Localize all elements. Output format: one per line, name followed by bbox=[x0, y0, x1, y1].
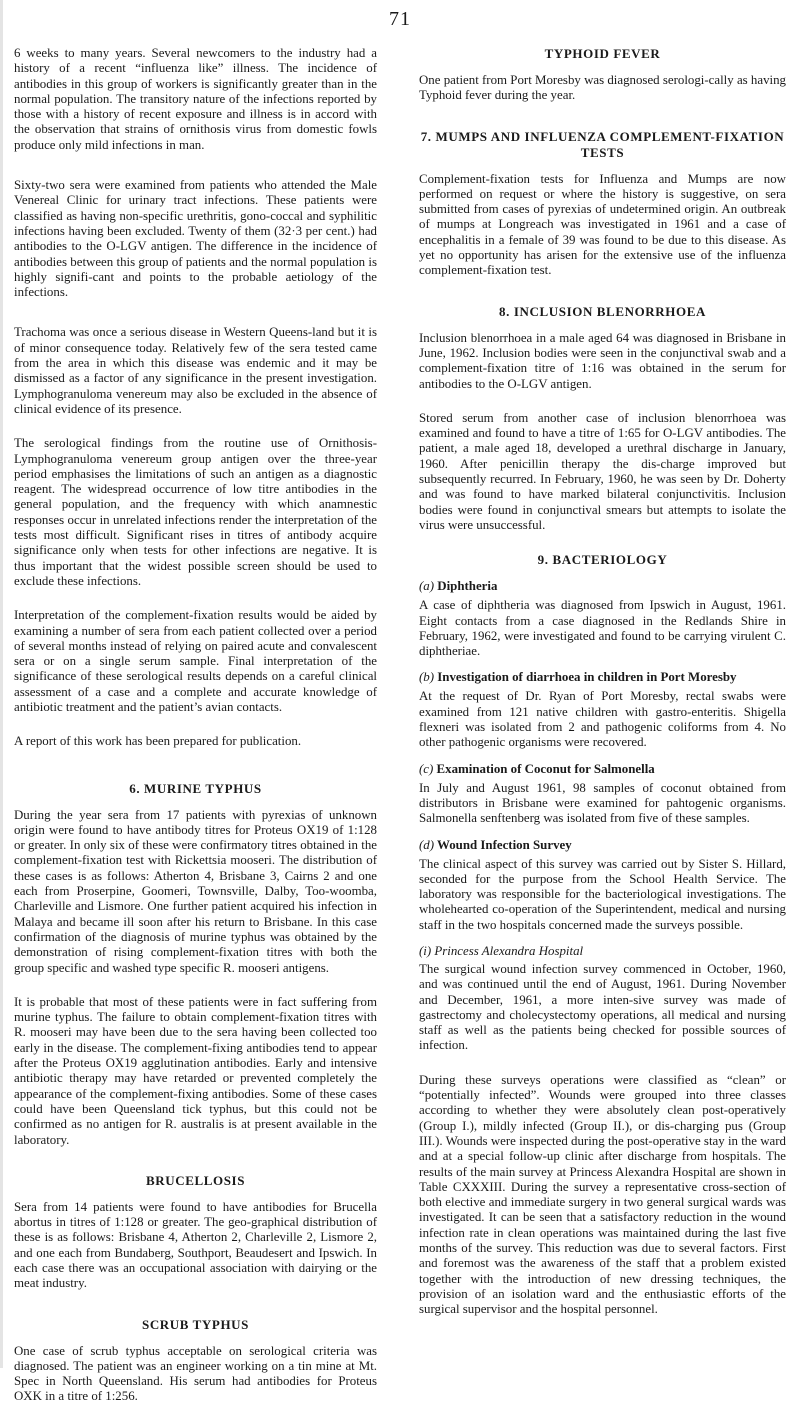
paragraph: One patient from Port Moresby was diagnosed serologi-cally as having Typhoid fever during the year. bbox=[419, 73, 786, 103]
paragraph: Interpretation of the complement-fixation results would be aided by examining a number of sera from each patient collected over a period of several months instead of relying on paired acute and convalescent sera or on a single serum sample. Final interpretation of the significance of these serological results depends on a careful clinical assessment of a case and a complete and accurate knowledge of antibiotic treatment and the patient’s avian contacts. bbox=[14, 608, 377, 714]
paragraph: The clinical aspect of this survey was carried out by Sister S. Hillard, seconded for the purpose from the School Health Service. The laboratory was responsible for the bacteriological investigations. The wholehearted co-operation of the Superintendent, medical and nursing staff in the two hospitals concerned made the surveys possible. bbox=[419, 856, 786, 932]
section-heading-brucellosis: BRUCELLOSIS bbox=[145, 1172, 246, 1188]
paragraph: During these surveys operations were classified as “clean” or “potentially infected”. Wounds were grouped into three classes according to whether they were absolutely clean post-operatively (Group I.), mildly infected (Group II.), or dis-charging pus (Group III.). Wounds were inspected during the post-operative stay in the ward and at a special follow-up clinic after discharge from hospitals. The results of the main survey at Princess Alexandra Hospital are shown in Table CXXXIII. During the survey a representative cross-section of both elective and immediate surgery in two general surgical wards was investigated. It can be seen that a satisfactory reduction in the wound infection rate in clean operations was maintained during the last five months of the survey. This reduction was due to several factors. First and foremost was the awareness of the staff that a problem existed together with the introduction of new dressing techniques, the provision of an isolation ward and the enthusiastic efforts of the surgical supervisor and the hospital personnel. bbox=[419, 1072, 786, 1317]
subheading-wound-infection bbox=[419, 838, 786, 853]
subheading-label: (a) bbox=[419, 579, 435, 594]
paragraph: The serological findings from the routine use of Ornithosis-Lymphogranuloma venereum group antigen over the three-year period emphasises the limitations of such an antigen as a diagnostic reagent. The widespread occurrence of low titre antibodies in the general population, and the frequency with which anamnestic responses occur in unrelated infections render the interpretation of the tests most difficult. Significant rises in titres of antibody acquire significance only when tests for other infections are negative. It is thus important that the widest possible screen should be used to exclude these infections. bbox=[14, 436, 377, 588]
section-heading-murine-typhus: 6. MURINE TYPHUS bbox=[129, 780, 262, 796]
subheading-label: (b) bbox=[419, 670, 435, 685]
paragraph: In July and August 1961, 98 samples of coconut obtained from distributors in Brisbane were examined for pahtogenic organisms. Salmonella senftenberg was isolated from five of these samples. bbox=[419, 780, 786, 826]
paragraph: Trachoma was once a serious disease in Western Queens-land but it is of minor consequence today. Relatively few of the sera tested came from the area in which this disease was endemic and it may be dismissed as a factor of any significance in the present investigation. Lymphogranuloma venereum may also be excluded in the absence of clinical evidence of its presence. bbox=[14, 325, 377, 416]
page-edge-shadow bbox=[0, 0, 3, 1368]
paragraph: It is probable that most of these patients were in fact suffering from murine typhus. The failure to obtain complement-fixation titres with R. mooseri may have been due to the sera having been collected too early in the disease. The complement-fixing antibodies tend to appear after the Proteus OX19 agglutination antibodies. Early and intensive antibiotic therapy may have retarded or prevented completely the appearance of the complement-fixing antibodies. Some of these cases could have been Queensland tick typhus, but this could not be confirmed as no antigen for R. australis is at present available in the laboratory. bbox=[14, 994, 377, 1147]
paragraph: 6 weeks to many years. Several newcomers to the industry had a history of a recent “influenza like” illness. The incidence of antibodies in this group of workers is significantly greater than in the normal population. The transitory nature of the infections reported by those with a history of recent exposure and illness is in accord with the observation that strains of ornithosis virus from domestic fowls produce only mild infections in man. bbox=[14, 46, 377, 152]
right-column bbox=[419, 46, 786, 1329]
paragraph: During the year sera from 17 patients with pyrexias of unknown origin were found to have antibody titres for Proteus OX19 of 1:128 or greater. In only six of these were confirmatory titres obtained in the complement-fixation test with Rickettsia mooseri. The distribution of these cases is as follows: Atherton 4, Brisbane 3, Cairns 2 and one each from Proserpine, Goomeri, Townsville, Dalby, Too-woomba, Charleville and Lismore. One further patient acquired his infection in Malaya and became ill soon after his return to Brisbane. In this case confirmation of the diagnosis of murine typhus was obtained by the demonstration of rising complement-fixation titres with both the group specific and washed type specific R. mooseri antigens. bbox=[14, 807, 377, 975]
paragraph: One case of scrub typhus acceptable on serological criteria was diagnosed. The patient was an engineer working on a tin mine at Mt. Spec in North Queensland. His serum had antibodies for Proteus OXK in a titre of 1:256. bbox=[14, 1343, 377, 1404]
subheading-title: Diphtheria bbox=[437, 579, 498, 594]
section-heading-scrub-typhus: SCRUB TYPHUS bbox=[141, 1316, 249, 1332]
subheading-princess-alexandra: (i) Princess Alexandra Hospital bbox=[419, 943, 584, 958]
paragraph: Sera from 14 patients were found to have antibodies for Brucella abortus in titres of 1:128 or greater. The geo-graphical distribution of these is as follows: Brisbane 4, Atherton 2, Charleville 2, Lismore 2, and one each from Bundaberg, Southport, Beaudesert and Ipswich. In each case there was an occupational association with dairying or the meat industry. bbox=[14, 1199, 377, 1291]
paragraph: The surgical wound infection survey commenced in October, 1960, and was continued until the end of August, 1961. During November and December, 1961, a more inten-sive survey was made of gastrectomy and cholecystectomy operations, all medical and nursing staff as well as the patients being checked for possible sources of infection. bbox=[419, 961, 786, 1053]
left-column bbox=[14, 46, 377, 1416]
paragraph: Complement-fixation tests for Influenza and Mumps are now performed on request or where the history is suggestive, on sera submitted from cases of pyrexias of undetermined origin. An outbreak of mumps at Longreach was investigated in 1961 and a case of encephalitis in a female of 39 was found to be due to this disease. As yet no opportunity has arisen for the extensive use of the influenza complement-fixation test. bbox=[419, 171, 786, 278]
section-heading-typhoid-fever: TYPHOID FEVER bbox=[544, 46, 661, 61]
subheading-diphtheria bbox=[419, 579, 786, 594]
subheading-label: (c) bbox=[419, 761, 434, 776]
subheading-coconut bbox=[419, 762, 786, 777]
section-heading-bacteriology: 9. BACTERIOLOGY bbox=[537, 552, 668, 568]
paragraph: Stored serum from another case of inclusion blenorrhoea was examined and found to have a titre of 1:65 for O-LGV antibodies. The patient, a male aged 18, developed a urethral discharge in January, 1960. After penicillin therapy the dis-charge improved but subsequently recurred. In February, 1960, he was seen by Dr. Doherty and was found to have marked bilateral conjunctivitis. Inclusion bodies were found in conjunctival smears but attempts to isolate the virus were unsuccessful. bbox=[419, 410, 786, 532]
section-heading-inclusion-blenorrhoea: 8. INCLUSION BLENORRHOEA bbox=[499, 303, 706, 319]
subheading-title: Examination of Coconut for Salmonella bbox=[436, 761, 655, 776]
page-number: 71 bbox=[389, 8, 411, 30]
section-heading-mumps-influenza: 7. MUMPS AND INFLUENZA COMPLEMENT-FIXATION TESTS bbox=[420, 128, 785, 160]
paragraph: A report of this work has been prepared for publication. bbox=[14, 734, 302, 749]
paragraph: Sixty-two sera were examined from patients who attended the Male Venereal Clinic for urinary tract infections. These patients were classified as having non-specific urethritis, gono-coccal and syphilitic infections having been excluded. Twenty of them (32·3 per cent.) had antibodies to the O-LGV antigen. The difference in the incidence of antibodies between this group of patients and the normal population is highly signifi-cant and points to the probable aetiology of the infections. bbox=[14, 178, 377, 300]
subheading-title: Wound Infection Survey bbox=[437, 837, 572, 852]
paragraph: Inclusion blenorrhoea in a male aged 64 was diagnosed in Brisbane in June, 1962. Inclusion bodies were seen in the conjunctival swab and a complement-fixation titre of 1:16 was obtained in the serum for antibodies to the O-LGV antigen. bbox=[419, 330, 786, 391]
subheading-diarrhoea bbox=[419, 670, 786, 685]
paragraph: At the request of Dr. Ryan of Port Moresby, rectal swabs were examined from 121 native children with gastro-enteritis. Shigella flexneri was isolated from 2 and pathogenic coliforms from 4. No other pathogenic organisms were recovered. bbox=[419, 689, 786, 750]
paragraph: A case of diphtheria was diagnosed from Ipswich in August, 1961. Eight contacts from a case diagnosed in the Redlands Shire in February, 1962, were investigated and found to be carrying virulent C. diphtheriae. bbox=[419, 598, 786, 659]
subheading-title: Investigation of diarrhoea in children in Port Moresby bbox=[437, 670, 737, 685]
subheading-label: (d) bbox=[419, 837, 435, 852]
